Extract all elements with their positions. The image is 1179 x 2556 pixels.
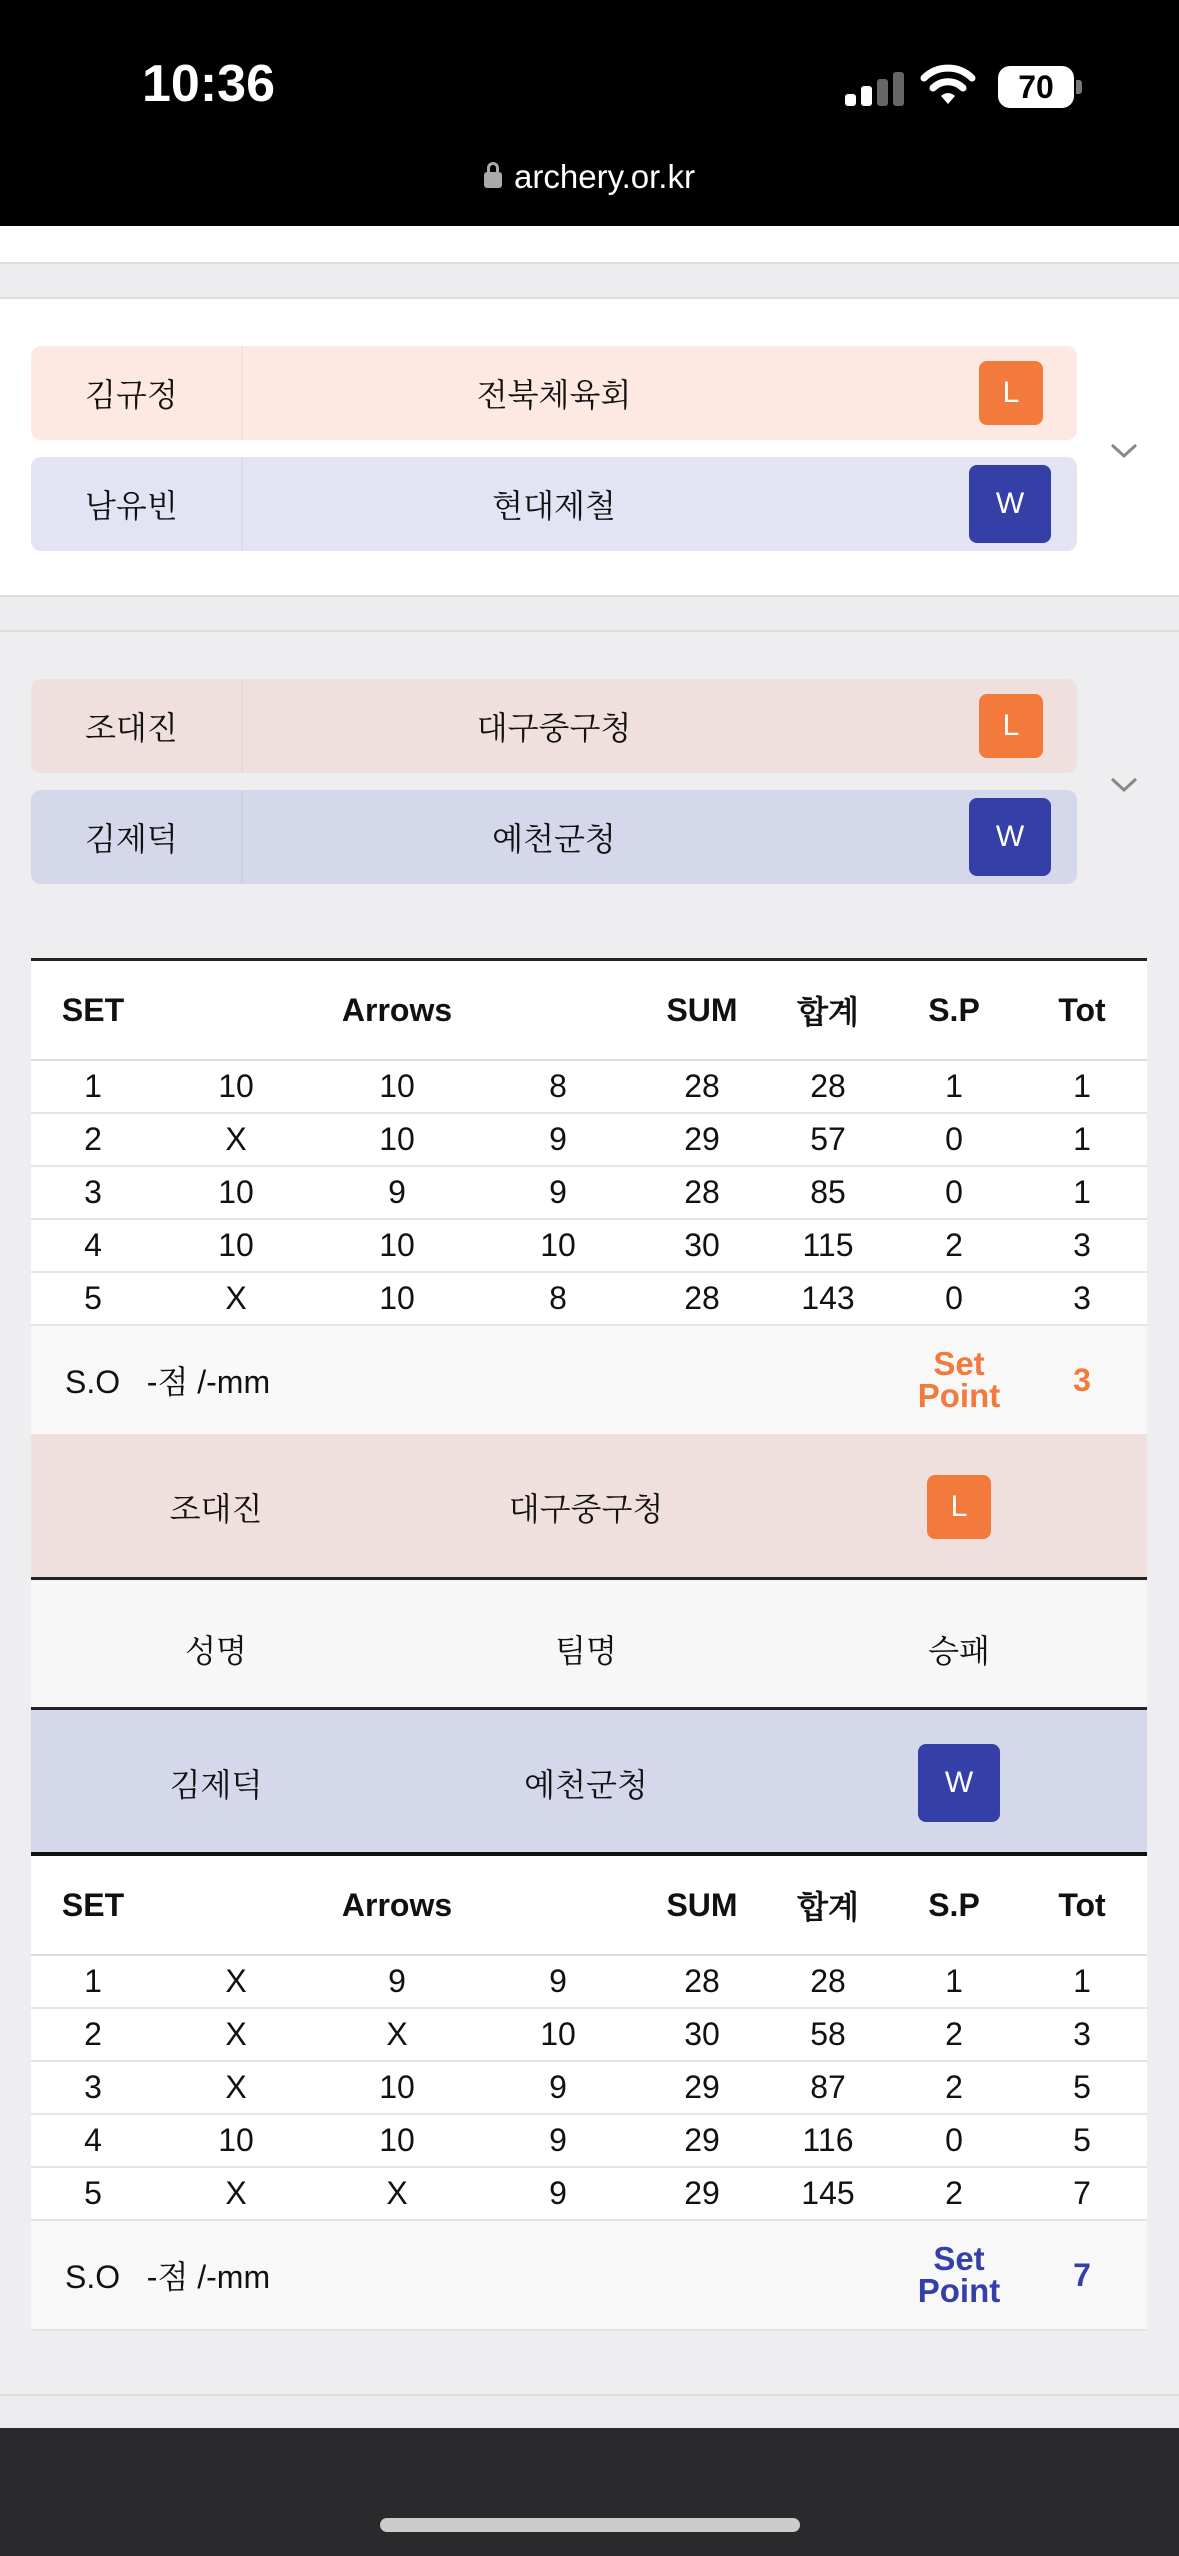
score-cell: 4 [84,2122,102,2158]
score-cell: 2 [945,2016,963,2052]
score-cell: 29 [684,1121,720,1157]
loss-badge: L [979,694,1043,758]
score-cell: X [225,2069,247,2105]
score-cell: X [225,2175,247,2211]
match-card[interactable] [0,297,1179,597]
score-cell: 10 [379,1227,415,1263]
score-cell: 10 [379,1068,415,1104]
score-cell: 10 [218,1068,254,1104]
score-cell: 85 [810,1174,846,1210]
score-cell: 28 [810,1068,846,1104]
cellular-signal-icon [845,72,905,106]
score-cell: 3 [84,1174,102,1210]
score-row [31,2168,1147,2221]
score-cell: 29 [684,2175,720,2211]
score-cell: 8 [549,1280,567,1316]
header-sum: SUM [666,1886,738,1923]
header-sp: S.P [928,1886,980,1923]
team-name: 현대제철 [492,487,616,525]
score-cell: 28 [684,1963,720,1999]
score-cell: X [225,1280,247,1316]
score-cell: 0 [945,1121,963,1157]
header-team: 팀명 [555,1632,617,1670]
player-row-loser [31,346,1077,440]
score-cell: 2 [84,2016,102,2052]
score-cell: 9 [388,1174,406,1210]
bottom-bar [0,2428,1179,2556]
score-cell: 0 [945,2122,963,2158]
url-text: archery.or.kr [514,158,695,195]
score-rows [31,1956,1147,2221]
score-cell: 58 [810,2016,846,2052]
score-cell: 3 [1073,1280,1091,1316]
score-cell: 1 [945,1068,963,1104]
score-cell: 0 [945,1280,963,1316]
score-cell: 29 [684,2122,720,2158]
score-cell: 1 [945,1963,963,1999]
home-indicator[interactable] [380,2518,800,2532]
player-name: 김제덕 [169,1766,263,1804]
header-total: 합계 [797,1889,859,1925]
score-cell: 2 [945,2175,963,2211]
clock: 10:36 [142,55,275,113]
player-row-winner [31,457,1077,551]
score-cell: 143 [801,1280,855,1316]
score-cell: 145 [801,2175,855,2211]
chevron-down-icon[interactable] [1109,776,1139,794]
team-name: 예천군청 [524,1766,648,1804]
score-row [31,2009,1147,2062]
score-table-loser [31,958,1147,1436]
header-sp: S.P [928,991,980,1028]
score-cell: X [386,2175,408,2211]
score-rows [31,1061,1147,1326]
header-set: SET [61,991,125,1028]
score-cell: 87 [810,2069,846,2105]
score-row [31,1061,1147,1114]
score-row [31,1167,1147,1220]
score-cell: 10 [540,2016,576,2052]
header-result: 승패 [928,1632,990,1670]
score-cell: 28 [684,1068,720,1104]
set-point-label: Set Point [917,2240,1001,2309]
battery-level: 70 [1018,68,1054,105]
win-badge: W [969,465,1051,543]
win-badge: W [969,798,1051,876]
score-cell: 1 [84,1963,102,1999]
score-cell: 3 [1073,1227,1091,1263]
score-cell: 30 [684,2016,720,2052]
shoot-off-row [31,2221,1147,2331]
summary-header-row [31,1580,1147,1710]
player-row-winner [31,790,1077,884]
score-cell: 9 [549,1174,567,1210]
score-cell: 29 [684,2069,720,2105]
chevron-down-icon[interactable] [1109,442,1139,460]
score-cell: 116 [802,2122,854,2158]
team-name: 대구중구청 [476,709,632,747]
header-tot: Tot [1058,1886,1106,1923]
score-cell: 10 [218,1227,254,1263]
loss-badge: L [979,361,1043,425]
score-row [31,1220,1147,1273]
score-cell: 57 [810,1121,846,1157]
summary-row-loser [31,1434,1147,1580]
win-badge: W [918,1744,1000,1822]
score-cell: 1 [1073,1068,1091,1104]
score-cell: 3 [84,2069,102,2105]
player-name: 조대진 [169,1490,263,1528]
score-cell: 1 [1073,1963,1091,1999]
score-table-winner [31,1856,1147,2331]
score-cell: 5 [1073,2069,1091,2105]
score-cell: 10 [218,1174,254,1210]
score-cell: X [225,2016,247,2052]
score-cell: 28 [684,1280,720,1316]
player-name: 김규정 [85,376,178,414]
header-arrows: Arrows [341,1886,453,1923]
score-cell: X [225,1121,247,1157]
player-row-loser [31,679,1077,773]
score-row [31,1956,1147,2009]
score-cell: 7 [1073,2175,1091,2211]
score-cell: 10 [218,2122,254,2158]
score-cell: 115 [802,1227,854,1263]
team-name: 대구중구청 [508,1490,664,1528]
score-row [31,2062,1147,2115]
header-set: SET [61,1886,125,1923]
score-cell: 9 [549,2069,567,2105]
score-cell: 1 [1073,1121,1091,1157]
previous-match-card [0,226,1179,264]
set-point-label: Set Point [917,1345,1001,1414]
shoot-off-label: S.O -점 /-mm [65,1364,271,1400]
score-cell: 5 [84,1280,102,1316]
score-cell: 9 [549,2122,567,2158]
player-name: 남유빈 [85,487,178,525]
score-cell: 9 [388,1963,406,1999]
score-cell: 10 [379,1121,415,1157]
score-cell: 10 [379,2122,415,2158]
header-total: 합계 [797,994,859,1030]
player-name: 조대진 [85,709,178,747]
player-name: 김제덕 [85,820,178,858]
score-cell: 30 [684,1227,720,1263]
score-cell: 9 [549,2175,567,2211]
score-cell: 2 [945,2069,963,2105]
score-cell: 28 [810,1963,846,1999]
loss-badge: L [927,1475,991,1539]
score-cell: 9 [549,1963,567,1999]
score-cell: 5 [84,2175,102,2211]
score-cell: 2 [84,1121,102,1157]
score-cell: X [225,1963,247,1999]
team-name: 전북체육회 [476,376,632,414]
score-cell: 9 [549,1121,567,1157]
score-cell: 2 [945,1227,963,1263]
team-name: 예천군청 [492,820,616,858]
score-cell: 10 [379,1280,415,1316]
score-table-header [31,1856,1147,1956]
score-cell: 10 [379,2069,415,2105]
address-bar[interactable] [0,158,1179,196]
score-cell: 5 [1073,2122,1091,2158]
score-cell: 8 [549,1068,567,1104]
score-cell: X [386,2016,408,2052]
header-name: 성명 [185,1632,247,1670]
score-row [31,2115,1147,2168]
score-table-header [31,961,1147,1061]
score-row [31,1273,1147,1326]
score-cell: 0 [945,1174,963,1210]
score-cell: 1 [1073,1174,1091,1210]
shoot-off-row [31,1326,1147,1436]
wifi-icon [920,62,976,108]
battery-icon [998,66,1074,108]
score-cell: 3 [1073,2016,1091,2052]
battery-tip [1076,80,1082,94]
shoot-off-label: S.O -점 /-mm [65,2259,271,2295]
set-point-total: 3 [1073,1361,1091,1398]
header-arrows: Arrows [341,991,453,1028]
score-cell: 28 [684,1174,720,1210]
score-cell: 10 [540,1227,576,1263]
header-tot: Tot [1058,991,1106,1028]
header-sum: SUM [666,991,738,1028]
lock-icon [484,172,502,188]
score-cell: 1 [84,1068,102,1104]
status-bar [0,0,1179,226]
summary-row-winner [31,1710,1147,1856]
score-row [31,1114,1147,1167]
set-point-total: 7 [1073,2256,1091,2293]
score-cell: 4 [84,1227,102,1263]
